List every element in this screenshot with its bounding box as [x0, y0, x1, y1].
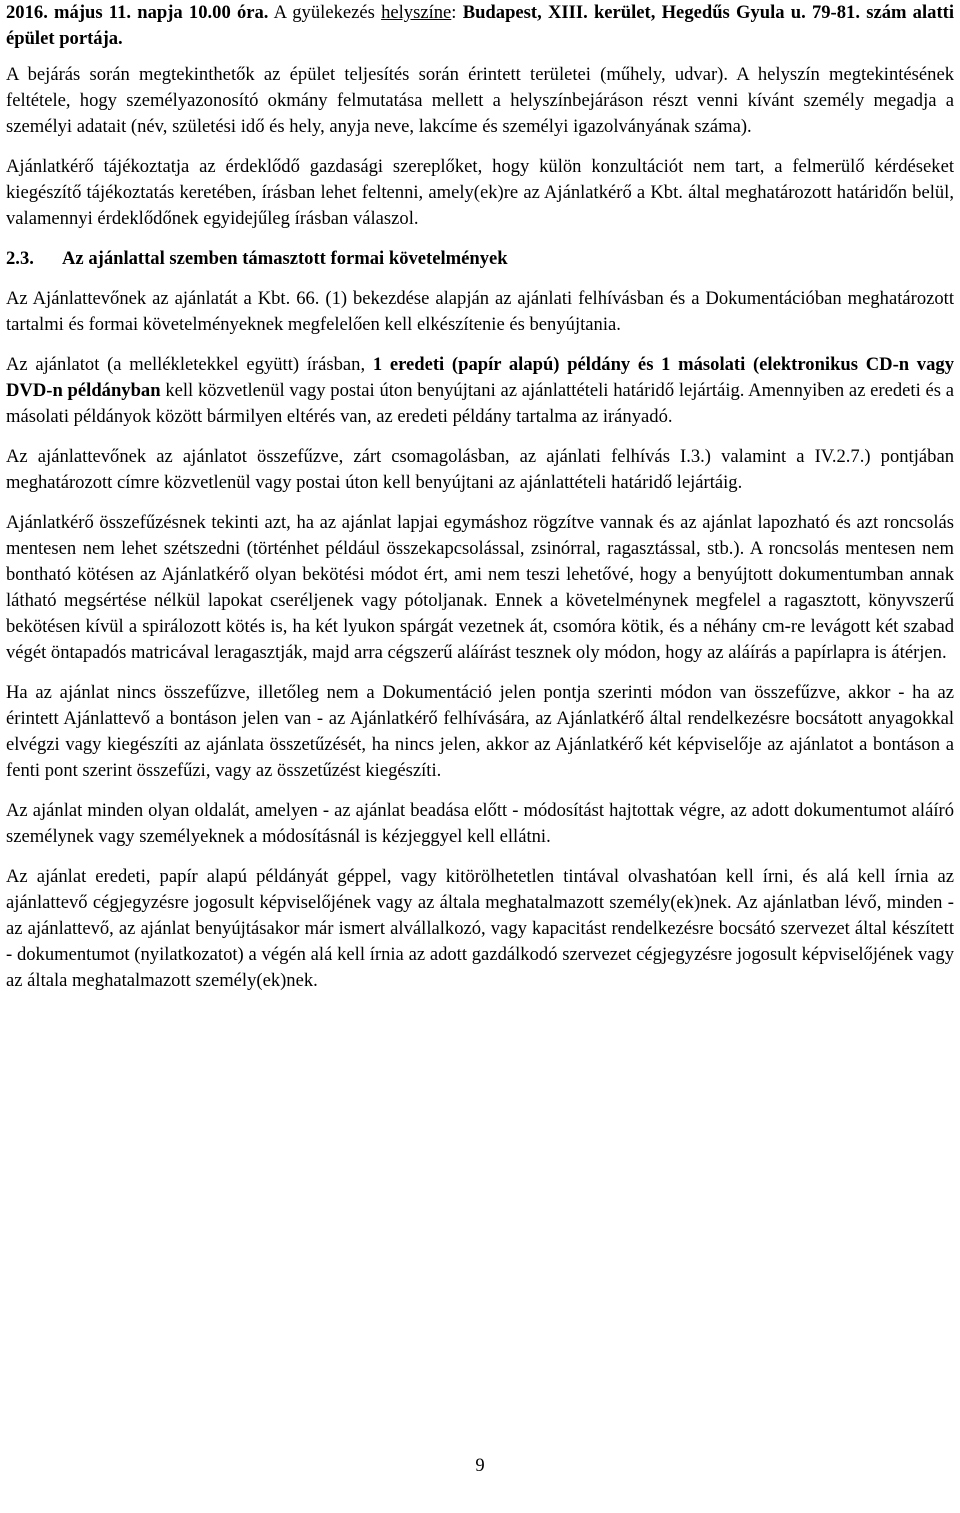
venue-word: helyszíne — [381, 2, 452, 23]
section-heading — [6, 246, 954, 272]
meeting-text-1: A gyülekezés — [268, 2, 382, 23]
page-number: 9 — [475, 1455, 485, 1476]
paragraph-binding: Ajánlatkérő összefűzésnek tekinti azt, ha az ajánlat lapjai egymáshoz rögzítve vannak és az ajánlat lapozható és azt roncsolás mentesen nem lehet szétszedni (történhet például összekapcsolással, zsinórral, ragasztással, stb.). A roncsolás mentesen nem bontható kötésen az Ajánlatkérő olyan bekötési módot ért, ami nem teszi lehetővé, hogy a benyújtott dokumentumban annak látható megsértése nélkül lapokat cseréljenek vagy pótoljanak. Ennek a követelménynek megfelel a ragasztott, könyvszerű bekötésen kívül a spirálozott kötés is, ha két lyukon spárgát vezetnek át, csomóra kötik, és a néhány cm-re levágott két szabad végét öntapadós matricával leragasztják, majd arra cégszerű aláírást tesznek oly módon, hogy az aláírás a papírlapra is átérjen. — [6, 512, 954, 663]
section-number: 2.3. — [6, 248, 34, 269]
paragraph-not-bound: Ha az ajánlat nincs összefűzve, illetőleg nem a Dokumentáció jelen pontja szerinti módon van összefűzve, akkor - ha az érintett Ajánlattevő a bontáson jelen van - az Ajánlatkérő felhívására, az Ajánlatkérő által rendelkezésre bocsátott anyagokkal elvégzi vagy kiegészíti az ajánlata összetűzését, ha nincs jelen, akkor az Ajánlatkérő két képviselője az ajánlatot a bontáson a fenti pont szerint összefűzi, vagy az összetűzést kiegészíti. — [6, 682, 954, 781]
copies-bold: 1 eredeti (papír alapú) példány és 1 másolati (elektronikus CD-n vagy DVD-n példányban — [6, 354, 954, 401]
paragraph-consultation: Ajánlatkérő tájékoztatja az érdeklődő gazdasági szereplőket, hogy külön konzultációt nem tart, a felmerülő kérdéseket kiegészítő tájékoztatás keretében, írásban lehet feltenni, amely(ek)re az Ajánlatkérő a Kbt. által meghatározott határidőn belül, valamennyi érdeklődőnek egyidejűleg írásban válaszol. — [6, 156, 954, 229]
meeting-text-2: : — [451, 2, 463, 23]
document-page — [6, 0, 954, 994]
section-title: Az ajánlattal szemben támasztott formai követelmények — [62, 248, 508, 269]
paragraph-meeting-time — [6, 0, 954, 52]
paragraph-site-visit: A bejárás során megtekinthetők az épület teljesítés során érintett területei (műhely, udvar). A helyszín megtekintésének feltétele, hogy személyazonosító okmány felmutatása mellett a helyszínbejáráson részt venni kívánt személy megadja a személyi adatait (név, születési idő és hely, anyja neve, lakcíme és személyi igazolványának száma). — [6, 64, 954, 137]
paragraph-formal-requirements: Az Ajánlattevőnek az ajánlatát a Kbt. 66. (1) bekezdése alapján az ajánlati felhívásban és a Dokumentációban meghatározott tartalmi és formai követelményeknek megfelelően kell elkészítenie és benyújtania. — [6, 288, 954, 335]
paragraph-copies — [6, 352, 954, 430]
meeting-address: Budapest, XIII. kerület, Hegedűs Gyula u. 79-81. szám alatti épület portája. — [6, 2, 954, 49]
paragraph-modifications: Az ajánlat minden olyan oldalát, amelyen - az ajánlat beadása előtt - módosítást hajtottak végre, az adott dokumentumot aláíró személynek vagy személyeknek a módosításnál is kézjeggyel kell ellátni. — [6, 800, 954, 847]
copies-text-2: kell közvetlenül vagy postai úton benyújtani az ajánlattételi határidő lejártáig. Amennyiben az eredeti és a másolati példányok között bármilyen eltérés van, az eredeti példány tartalma az irányadó. — [6, 380, 954, 427]
paragraph-signature: Az ajánlat eredeti, papír alapú példányát géppel, vagy kitörölhetetlen tintával olvashatóan kell írni, és alá kell írnia az ajánlattevő cégjegyzésre jogosult képviselőjének vagy az általa meghatalmazott személy(ek)nek. Az ajánlatban lévő, minden - az ajánlattevő, az ajánlat benyújtásakor már ismert alvállalkozó, vagy kapacitást rendelkezésre bocsátó szervezet által készített - dokumentumot (nyilatkozatot) a végén alá kell írnia az adott gazdálkodó szervezet cégjegyzésre jogosult képviselőjének vagy az általa meghatalmazott személy(ek)nek. — [6, 866, 954, 991]
paragraph-packaging: Az ajánlattevőnek az ajánlatot összefűzve, zárt csomagolásban, az ajánlati felhívás I.3.) valamint a IV.2.7.) pontjában meghatározott címre közvetlenül vagy postai úton kell benyújtani az ajánlattételi határidő lejártáig. — [6, 446, 954, 493]
meeting-date: 2016. május 11. napja 10.00 óra. — [6, 2, 269, 23]
copies-text-1: Az ajánlatot (a mellékletekkel együtt) írásban, — [6, 354, 373, 375]
